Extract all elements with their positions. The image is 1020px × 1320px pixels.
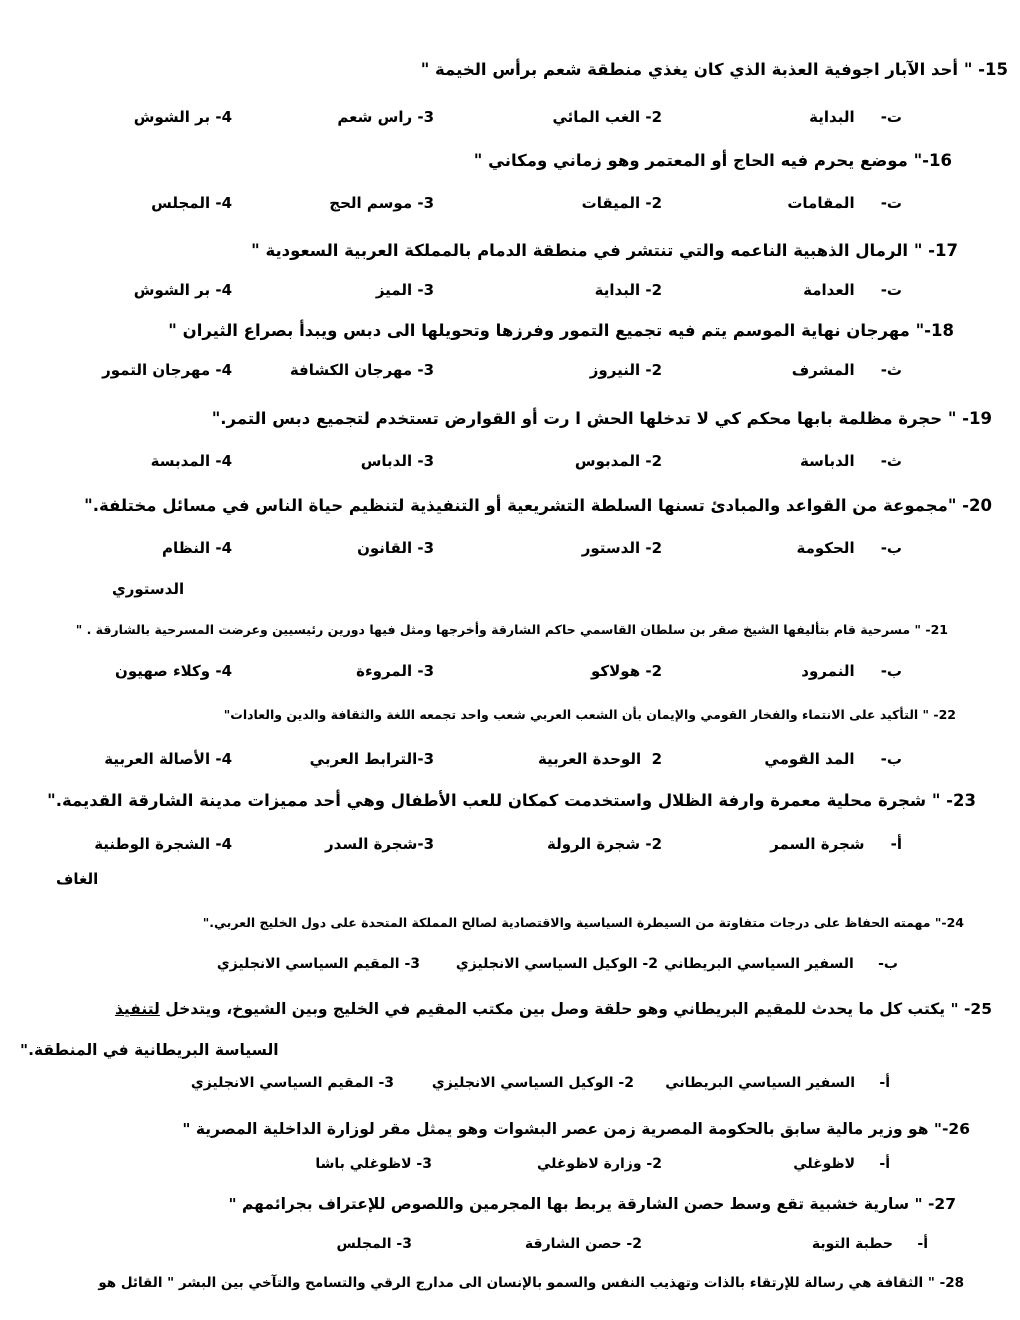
question-17-option-3: 3- الميز: [375, 281, 434, 299]
question-22-option-4: 4- الأصالة العربية: [104, 750, 232, 768]
question-20-option-2: 2- الدستور: [581, 539, 662, 557]
question-text: 16-" موضع يحرم فيه الحاج أو المعتمر وهو زماني ومكاني ": [473, 151, 952, 170]
question-text: 28- " الثقافة هي رسالة للإرتقاء بالذات وتهذيب النفس والسمو بالإنسان الى مدارج الرقي والتسامح والتآخي بين البشر " القائل هو: [98, 1275, 964, 1291]
question-16-option-1: ت- المقامات: [787, 194, 902, 212]
question-27-option-1: أ- حطبة التوبة: [811, 1236, 928, 1252]
question-25-option-3: 3- المقيم السياسي الانجليزي: [190, 1075, 394, 1091]
question-26-options-row: [0, 1156, 1020, 1188]
question-22-option-1: ب- المد القومي: [764, 750, 902, 768]
question-19-line: [212, 409, 992, 428]
question-22-options-row: [0, 750, 1020, 782]
question-15-option-2: 2- الغب المائي: [552, 108, 662, 126]
question-text: 22- " التأكيد على الانتماء والفخار القومي والإيمان بأن الشعب العربي شعب واحد تجمعه اللغة والثقافة والدين والعادات": [223, 707, 956, 722]
question-17-line: [251, 241, 958, 260]
question-19-option-4: 4- المدبسة: [150, 452, 232, 470]
question-18-option-2: 2- النيروز: [589, 361, 662, 379]
question-25-option-1: أ- السفير السياسي البريطاني: [665, 1075, 890, 1091]
question-26-option-1: أ- لاظوغلي: [793, 1156, 890, 1172]
question-text: 18-" مهرجان نهاية الموسم يتم فيه تجميع التمور وفرزها وتحويلها الى دبس ويبدأ بصراع الثيران ": [168, 321, 954, 340]
question-text: 23- " شجرة محلية معمرة وارفة الظلال واستخدمت كمكان للعب الأطفال وهي أحد مميزات مدينة الشارقة القديمة.": [47, 791, 976, 810]
question-24-line: [203, 915, 964, 930]
question-20-option-4: 4- النظام: [161, 539, 232, 557]
question-21-option-2: 2- هولاكو: [591, 662, 662, 680]
question-22-line: [224, 707, 956, 722]
question-26-option-2: 2- وزارة لاظوغلي: [536, 1156, 662, 1172]
question-21-option-4: 4- وكلاء صهيون: [115, 662, 232, 680]
question-21-options-row: [0, 662, 1020, 694]
question-24-option-1: ب- السفير السياسي البريطاني: [663, 956, 898, 972]
question-16-options-row: [0, 194, 1020, 226]
question-23-option-2: 2- شجرة الرولة: [546, 835, 662, 853]
question-18-line: [168, 321, 954, 340]
question-16-option-3: 3- موسم الحج: [329, 194, 434, 212]
question-27-option-2: 2- حصن الشارقة: [524, 1236, 642, 1252]
question-25-line: [115, 1000, 992, 1018]
question-18-options-row: [0, 361, 1020, 393]
question-17-option-4: 4- بر الشوش: [133, 281, 232, 299]
question-24-option-2: 2- الوكيل السياسي الانجليزي: [455, 956, 658, 972]
question-25-continuation-line: السياسة البريطانية في المنطقة.": [20, 1041, 279, 1059]
question-28-line: [98, 1275, 964, 1291]
question-22-option-3: 3-الترابط العربي: [309, 750, 434, 768]
question-23-option-4: 4- الشجرة الوطنية: [94, 835, 232, 853]
question-24-options-row: [0, 956, 1020, 988]
question-20-options-row: [0, 539, 1020, 571]
question-26-line: [182, 1120, 970, 1138]
question-15-option-4: 4- بر الشوش: [133, 108, 232, 126]
question-23-option-3: 3-شجرة السدر: [325, 835, 434, 853]
question-23-continuation-line: الغاف: [56, 870, 99, 888]
question-21-option-3: 3- المروءة: [356, 662, 434, 680]
question-text: 15- " أحد الآبار اجوفية العذبة الذي كان يغذي منطقة شعم برأس الخيمة ": [420, 60, 1008, 79]
question-25-option-2: 2- الوكيل السياسي الانجليزي: [431, 1075, 634, 1091]
question-20-continuation-line: الدستوري: [112, 580, 185, 598]
question-27-option-3: 3- المجلس: [336, 1236, 412, 1252]
question-16-option-4: 4- المجلس: [151, 194, 232, 212]
question-text: 27- " سارية خشبية تقع وسط حصن الشارقة يربط بها المجرمين واللصوص للإعتراف بجرائمهم ": [228, 1195, 956, 1213]
question-20-option-3: 3- القانون: [357, 539, 434, 557]
question-23-line: [47, 791, 976, 810]
question-21-line: [76, 622, 948, 637]
question-18-option-4: 4- مهرجان التمور: [102, 361, 232, 379]
question-15-options-row: [0, 108, 1020, 140]
question-19-option-2: 2- المدبوس: [574, 452, 662, 470]
question-18-option-1: ث- المشرف: [791, 361, 902, 379]
question-23-options-row: [0, 835, 1020, 867]
question-16-option-2: 2- الميقات: [581, 194, 662, 212]
question-text: 25- " يكتب كل ما يحدث للمقيم البريطاني وهو حلقة وصل بين مكتب المقيم في الخليج وبين الشيوخ، ويتدخل: [159, 1000, 992, 1018]
question-18-option-3: 3- مهرجان الكشافة: [289, 361, 434, 379]
question-19-option-1: ث- الدباسة: [800, 452, 902, 470]
question-27-line: [229, 1195, 956, 1213]
question-19-option-3: 3- الدباس: [360, 452, 434, 470]
question-17-options-row: [0, 281, 1020, 313]
question-19-options-row: [0, 452, 1020, 484]
question-text: 24-" مهمته الحفاظ على درجات متفاوتة من السيطرة السياسية والاقتصادية لصالح المملكة المتحدة على دول الخليج العربي.": [202, 915, 964, 930]
question-text-underlined: لتنفيذ: [114, 1000, 160, 1018]
question-22-option-2: 2 الوحدة العربية: [537, 750, 662, 768]
question-text: 20- "مجموعة من القواعد والمبادئ تسنها السلطة التشريعية أو التنفيذية لتنظيم حياة الناس في مسائل مختلفة.": [84, 496, 992, 515]
question-25-options-row: [0, 1075, 1020, 1107]
question-20-line: [84, 496, 992, 515]
question-text: 19- " حجرة مظلمة بابها محكم كي لا تدخلها الحش ا رت أو القوارض تستخدم لتجميع دبس التمر.": [211, 409, 992, 428]
question-20-option-1: ب- الحكومة: [796, 539, 902, 557]
question-21-option-1: ب- النمرود: [801, 662, 902, 680]
question-16-line: [474, 151, 952, 170]
question-24-option-3: 3- المقيم السياسي الانجليزي: [216, 956, 420, 972]
question-15-option-3: 3- راس شعم: [337, 108, 434, 126]
question-17-option-1: ت- العدامة: [803, 281, 902, 299]
question-27-options-row: [0, 1236, 1020, 1268]
question-26-option-3: 3- لاظوغلي باشا: [315, 1156, 432, 1172]
question-15-line: [421, 60, 1008, 79]
question-17-option-2: 2- البداية: [594, 281, 662, 299]
question-text: 26-" هو وزير مالية سابق بالحكومة المصرية زمن عصر البشوات وهو يمثل مقر لوزارة الداخلية المصرية ": [182, 1120, 970, 1138]
question-text: 21- " مسرحية قام بتأليفها الشيخ صقر بن سلطان القاسمي حاكم الشارقة وأخرجها ومثل فيها دورين رئيسيين وعرضت المسرحية بالشارقة . ": [75, 622, 948, 637]
question-text: 17- " الرمال الذهبية الناعمه والتي تنتشر في منطقة الدمام بالمملكة العربية السعودية ": [251, 241, 958, 260]
question-15-option-1: ت- البداية: [809, 108, 902, 126]
question-23-option-1: أ- شجرة السمر: [770, 835, 902, 853]
